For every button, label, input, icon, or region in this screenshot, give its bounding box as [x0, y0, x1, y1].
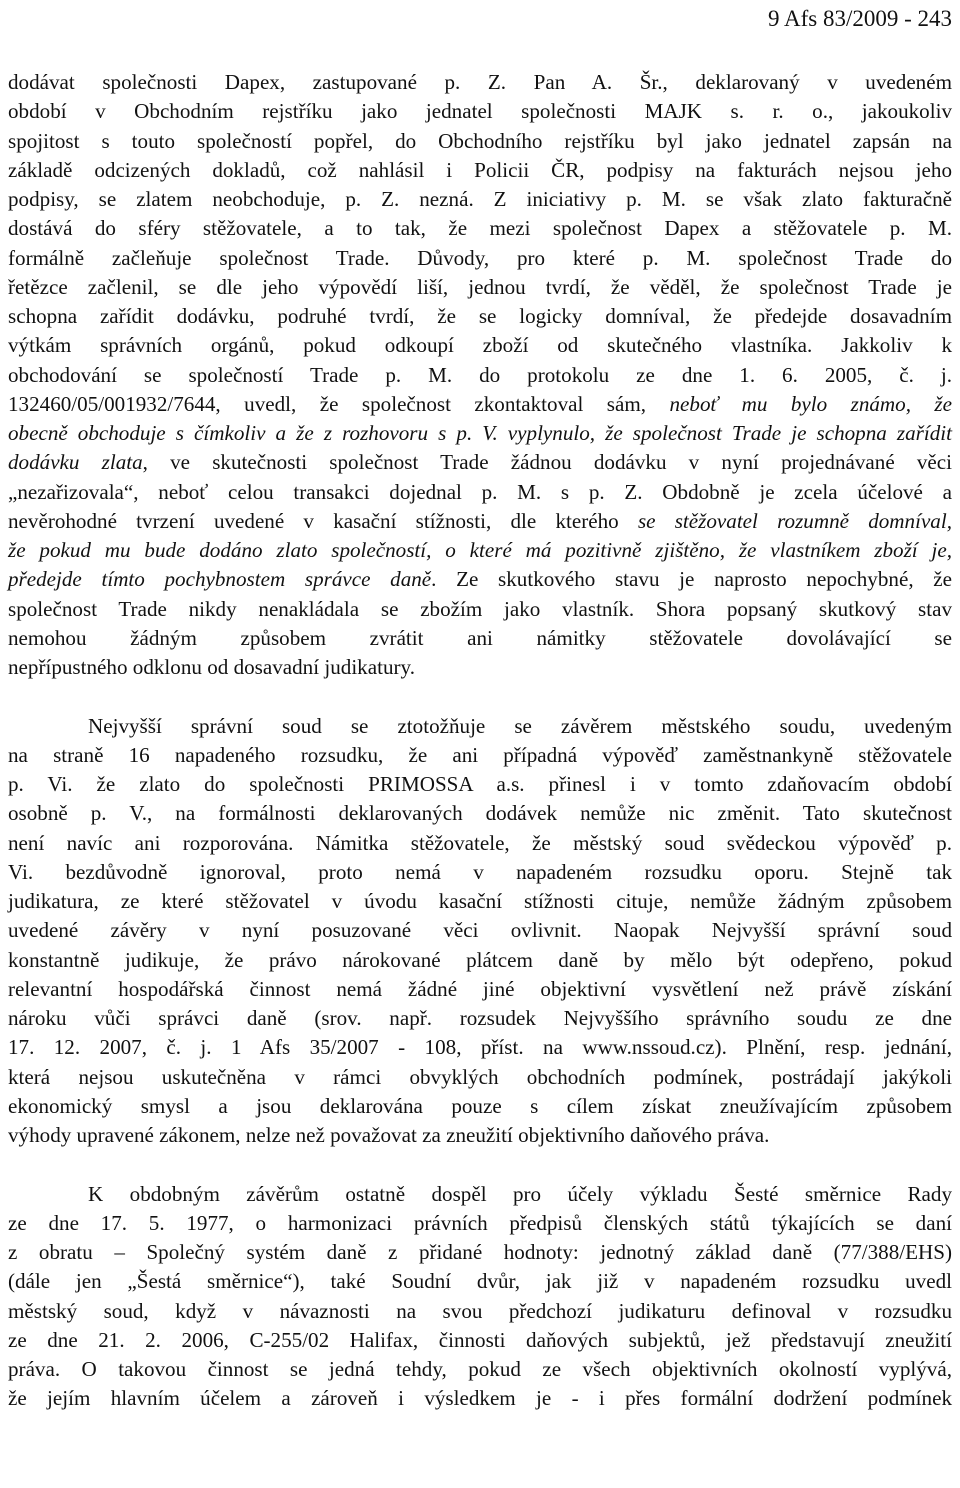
text-run: „nezařizovala“, neboť celou transakci dojednal p. M. s p. Z. Obdobně je zcela účelové a	[8, 479, 952, 504]
italic-quote: dodávku zlata	[8, 450, 143, 475]
text-line	[8, 419, 952, 448]
text-run: 132460/05/001932/7644, uvedl, že společnost zkontaktoval sám,	[8, 391, 670, 416]
text-line	[8, 1180, 952, 1209]
text-run: konstantně judikuje, že právo nárokované plátcem daně by mělo být odepřeno, pokud	[8, 947, 952, 972]
text-run: Nejvyšší správní soud se ztotožňuje se závěrem městského soudu, uvedeným	[88, 713, 952, 738]
text-line	[8, 770, 952, 799]
paragraph-gap	[8, 1150, 952, 1179]
text-run: judikatura, ze které stěžovatel v úvodu kasační stížnosti cituje, nemůže žádným způsobem	[8, 889, 952, 913]
text-line	[8, 302, 952, 331]
text-line	[8, 478, 952, 507]
text-line	[8, 829, 952, 858]
text-line	[8, 536, 952, 565]
text-run: , ve skutečnosti společnost Trade žádnou dodávku v nyní projednávané věci	[142, 450, 952, 475]
case-reference: 9 Afs 83/2009 - 243	[768, 6, 952, 31]
text-line	[8, 156, 952, 185]
text-run: řetězce začlenil, se dle jeho výpovědí liší, jednou tvrdí, že věděl, že společnost Trade je	[8, 274, 952, 299]
text-line	[8, 244, 952, 273]
text-line	[8, 448, 952, 477]
text-line	[8, 595, 952, 624]
text-line	[8, 185, 952, 214]
paragraph-1	[8, 68, 952, 682]
text-line	[8, 97, 952, 126]
text-line	[8, 1092, 952, 1121]
text-run: (dále jen „Šestá směrnice“), také Soudní dvůr, jak již v napadeném rozsudku uvedl	[8, 1269, 952, 1294]
text-line	[8, 1209, 952, 1238]
text-line	[8, 1267, 952, 1296]
text-run: uvedené závěry v nyní posuzované věci ovlivnit. Naopak Nejvyšší správní soud	[8, 918, 952, 943]
text-line	[8, 887, 952, 916]
text-run: spojitost s touto společností popřel, do Obchodního rejstříku byl jako jednatel zapsán na	[8, 128, 952, 153]
text-run: obchodování se společností Trade p. M. do protokolu ze dne 1. 6. 2005, č. j.	[8, 362, 952, 387]
text-run: práva. O takovou činnost se jedná tehdy, pokud ze všech objektivních okolností vyplývá,	[8, 1357, 952, 1381]
text-run: Vi. bezdůvodně ignoroval, proto nemá v napadeném rozsudku oporu. Stejně tak	[8, 859, 952, 884]
text-run: výhody upravené zákonem, nelze než považovat za zneužití objektivního daňového práva.	[8, 1123, 770, 1147]
text-run: na straně 16 napadeného rozsudku, že ani případná výpověď zaměstnankyně stěžovatele	[8, 742, 952, 767]
text-line	[8, 624, 952, 653]
text-line	[8, 390, 952, 419]
italic-quote: předejde tímto pochybnostem správce daně	[8, 567, 432, 592]
text-line	[8, 1063, 952, 1092]
text-run: nepřípustného odklonu od dosavadní judikatury.	[8, 655, 415, 679]
text-line	[8, 1384, 952, 1413]
text-run: podpisy, se zlatem neobchoduje, p. Z. nezná. Z iniciativy p. M. se však zlato fakturačně	[8, 187, 952, 211]
text-line	[8, 799, 952, 828]
text-run: dostává do sféry stěžovatele, a to tak, že mezi společnost Dapex a stěžovatele p. M.	[8, 216, 952, 241]
text-line	[8, 1121, 952, 1150]
text-run: nemohou žádným způsobem zvrátit ani námitky stěžovatele dovolávající se	[8, 625, 952, 650]
text-run: ekonomický smysl a jsou deklarována pouze s cílem získat zneužívajícím způsobem	[8, 1093, 952, 1118]
text-line	[8, 1355, 952, 1384]
paragraph-3	[8, 1180, 952, 1414]
text-run: která nejsou uskutečněna v rámci obvyklých obchodních podmínek, postrádají jakýkoli	[8, 1064, 952, 1089]
text-run: nároku vůči správci daně (srov. např. rozsudek Nejvyššího správního soudu ze dne	[8, 1006, 952, 1030]
text-line	[8, 1297, 952, 1326]
text-line	[8, 1033, 952, 1062]
text-line	[8, 653, 952, 682]
paragraph-2	[8, 712, 952, 1151]
text-run: společnost Trade nikdy nenakládala se zbožím jako vlastník. Shora popsaný skutkový stav	[8, 596, 952, 621]
text-run: základě odcizených dokladů, což nahlásil i Policii ČR, podpisy na fakturách nejsou jeho	[8, 157, 952, 182]
text-line	[8, 916, 952, 945]
text-line	[8, 741, 952, 770]
document-body	[8, 68, 952, 1414]
paragraph-gap	[8, 682, 952, 711]
text-line	[8, 214, 952, 243]
italic-quote: obecně obchoduje s čímkoliv a že z rozhovoru s p. V. vyplynulo, že společnost Trade je schopna zařídit	[8, 421, 952, 445]
text-run: K obdobným závěrům ostatně dospěl pro účely výkladu Šesté směrnice Rady	[88, 1181, 952, 1206]
text-run: . Ze skutkového stavu je naprosto nepochybné, že	[431, 567, 952, 592]
text-run: nevěrohodné tvrzení uvedené v kasační stížnosti, dle kterého	[8, 508, 638, 533]
text-line	[8, 946, 952, 975]
text-run: relevantní hospodářská činnost nemá žádné jiné objektivní vysvětlení než právě získání	[8, 976, 952, 1001]
italic-quote: neboť mu bylo známo, že	[669, 391, 952, 416]
text-run: osobně p. V., na formálnosti deklarovaných dodávek nemůže nic změnit. Tato skutečnost	[8, 801, 952, 826]
text-run: schopna zařídit dodávku, podruhé tvrdí, že se logicky domníval, že předejde dosavadním	[8, 304, 952, 328]
italic-quote: se stěžovatel rozumně domníval,	[637, 508, 952, 533]
text-line	[8, 331, 952, 360]
text-run: p. Vi. že zlato do společnosti PRIMOSSA a.s. přinesl i v tomto zdaňovacím období	[8, 772, 952, 796]
text-line	[8, 68, 952, 97]
text-run: formálně začleňuje společnost Trade. Důvody, pro které p. M. společnost Trade do	[8, 245, 952, 270]
text-run: že jejím hlavním účelem a zároveň i výsledkem je - i přes formální dodržení podmínek	[8, 1386, 952, 1411]
text-line	[8, 1238, 952, 1267]
text-line	[8, 858, 952, 887]
text-run: není navíc ani rozporována. Námitka stěžovatele, že městský soud svědeckou výpověď p.	[8, 830, 952, 855]
text-run: 17. 12. 2007, č. j. 1 Afs 35/2007 - 108, příst. na www.nssoud.cz). Plnění, resp. jednání,	[8, 1035, 952, 1060]
text-run: dodávat společnosti Dapex, zastupované p. Z. Pan A. Šr., deklarovaný v uvedeném	[8, 70, 952, 94]
text-run: z obratu – Společný systém daně z přidané hodnoty: jednotný základ daně (77/388/EHS)	[8, 1240, 952, 1264]
text-line	[8, 975, 952, 1004]
italic-quote: že pokud mu bude dodáno zlato společností, o které má pozitivně zjištěno, že vlastníkem zboží je,	[8, 538, 952, 562]
text-line	[8, 712, 952, 741]
text-line	[8, 1004, 952, 1033]
text-line	[8, 273, 952, 302]
text-run: ze dne 21. 2. 2006, C-255/02 Halifax, činnosti daňových subjektů, jež představují zneužití	[8, 1327, 952, 1352]
text-run: ze dne 17. 5. 1977, o harmonizaci právních předpisů členských států týkajících se daní	[8, 1210, 952, 1235]
text-line	[8, 1326, 952, 1355]
text-line	[8, 127, 952, 156]
text-run: městský soud, když v návaznosti na svou předchozí judikaturu definoval v rozsudku	[8, 1298, 952, 1323]
text-line	[8, 507, 952, 536]
text-run: výtkám správních orgánů, pokud odkoupí zboží od skutečného vlastníka. Jakkoliv k	[8, 333, 952, 358]
text-line	[8, 565, 952, 594]
text-run: období v Obchodním rejstříku jako jednatel společnosti MAJK s. r. o., jakoukoliv	[8, 99, 952, 124]
text-line	[8, 361, 952, 390]
